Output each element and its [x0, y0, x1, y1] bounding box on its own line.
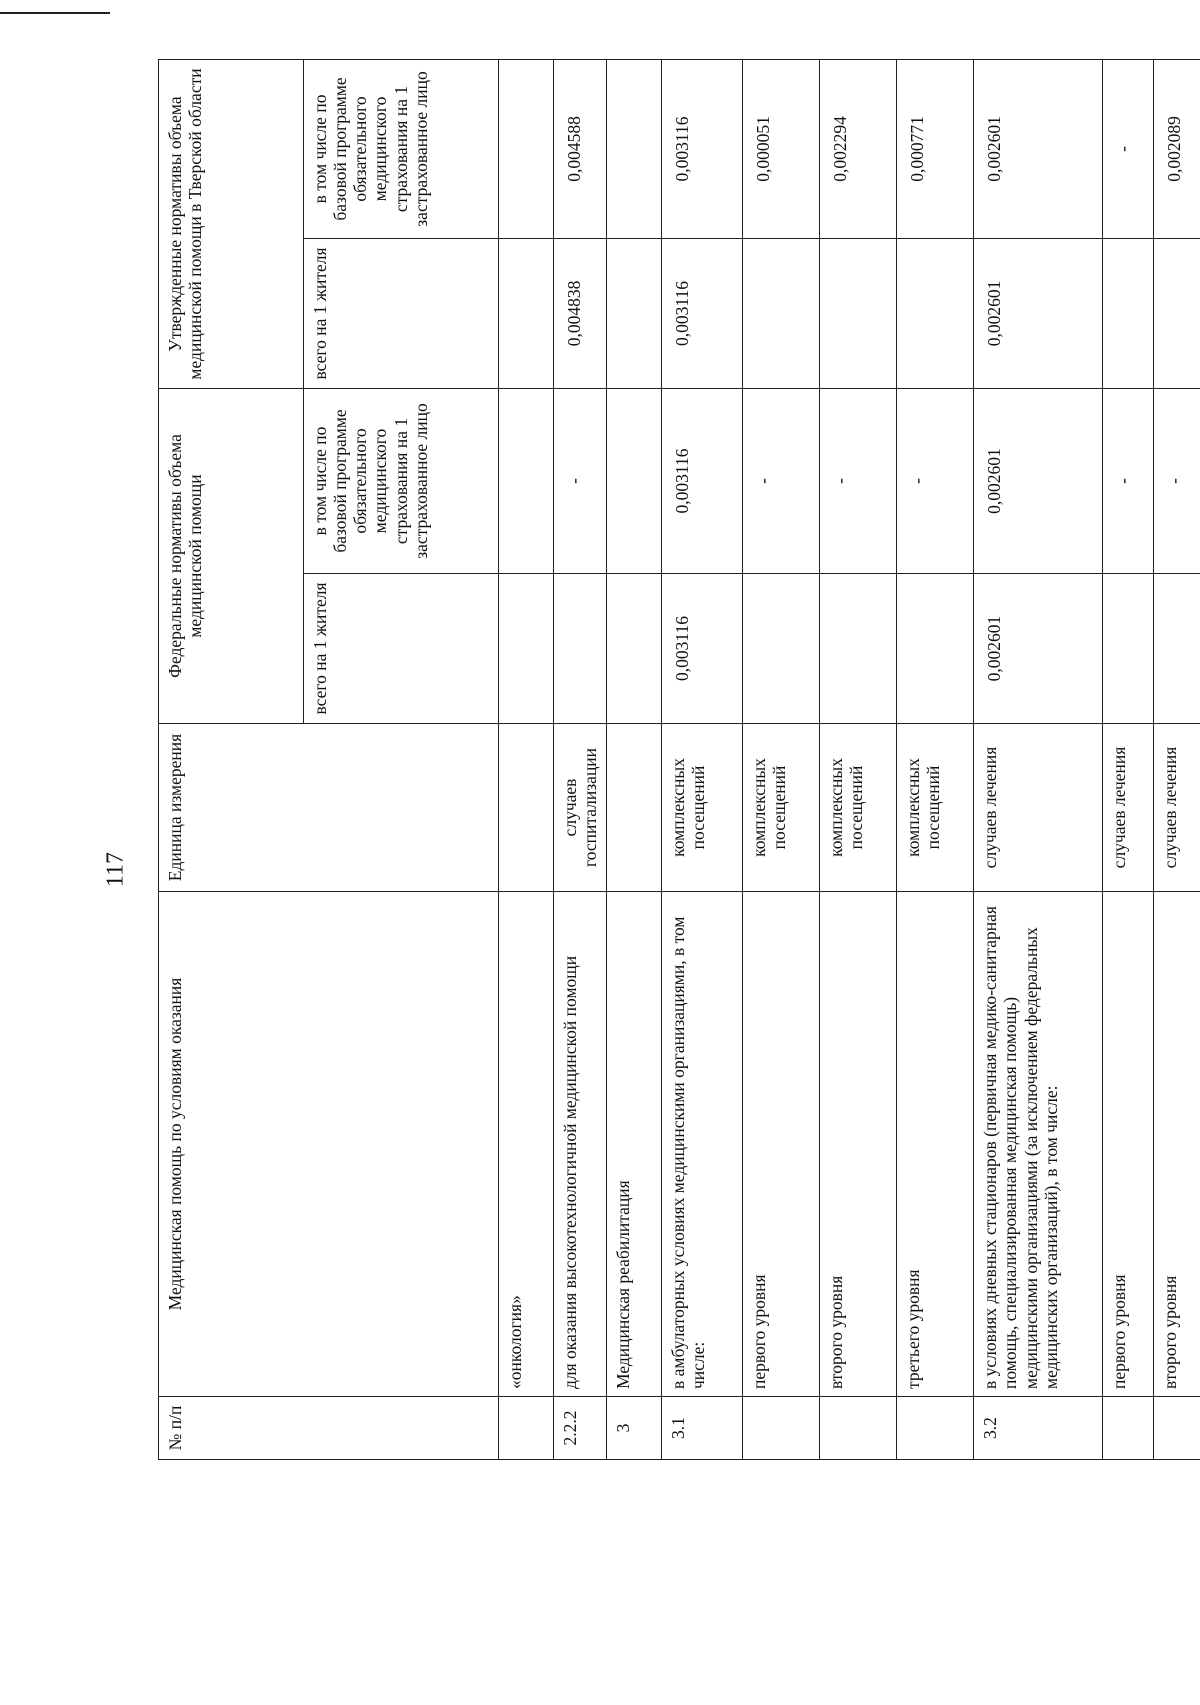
row-unit: случаев госпитализации: [554, 724, 607, 892]
row-fed-total: 0,003116: [662, 574, 743, 724]
row-num: 3: [607, 1397, 662, 1460]
row-num: [743, 1397, 820, 1460]
row-name: Медицинская реабилитация: [607, 892, 662, 1397]
row-reg-total: 0,002601: [974, 238, 1103, 388]
row-num: [897, 1397, 974, 1460]
scan-edge-line: [0, 12, 110, 14]
table-row: [662, 59, 743, 1459]
row-fed-total: [897, 574, 974, 724]
table-row: [820, 59, 897, 1459]
row-num: [499, 1397, 554, 1460]
table-row: [974, 59, 1103, 1459]
row-reg-oms: 0,002601: [974, 59, 1103, 238]
row-unit: комплексных посещений: [662, 724, 743, 892]
row-name: второго уровня: [820, 892, 897, 1397]
row-fed-total: [607, 574, 662, 724]
table-row: [1103, 59, 1154, 1459]
header-regional-norms: Утвержденные нормативы объема медицинской помощи в Тверской области: [159, 59, 304, 388]
row-reg-oms: 0,002294: [820, 59, 897, 238]
row-reg-oms: 0,003116: [662, 59, 743, 238]
row-name: в амбулаторных условиях медицинскими организациями, в том числе:: [662, 892, 743, 1397]
row-reg-total: 0,004838: [554, 238, 607, 388]
header-federal-norms: Федеральные нормативы объема медицинской помощи: [159, 388, 304, 723]
header-unit: Единица измерения: [159, 724, 499, 892]
table-row: [607, 59, 662, 1459]
row-fed-total: [743, 574, 820, 724]
table-row: [897, 59, 974, 1459]
row-reg-oms: [607, 59, 662, 238]
table-row: [554, 59, 607, 1459]
row-reg-oms: 0,000051: [743, 59, 820, 238]
norms-table: [158, 59, 1200, 1460]
row-fed-oms: -: [1154, 388, 1200, 573]
table-row: [1154, 59, 1200, 1459]
row-reg-total: [820, 238, 897, 388]
row-fed-oms: -: [743, 388, 820, 573]
row-fed-oms: -: [897, 388, 974, 573]
row-reg-oms: 0,002089: [1154, 59, 1200, 238]
row-num: 3.1: [662, 1397, 743, 1460]
row-reg-total: [743, 238, 820, 388]
row-reg-oms: -: [1103, 59, 1154, 238]
row-reg-oms: [499, 59, 554, 238]
row-fed-oms: 0,003116: [662, 388, 743, 573]
row-fed-oms: -: [1103, 388, 1154, 573]
row-unit: случаев лечения: [974, 724, 1103, 892]
row-unit: комплексных посещений: [820, 724, 897, 892]
header-federal-per-insured: в том числе по базовой программе обязательного медицинского страхования на 1 застрахованное лицо: [304, 388, 499, 573]
row-num: [820, 1397, 897, 1460]
header-regional-per-insured: в том числе по базовой программе обязательного медицинского страхования на 1 застрахованное лицо: [304, 59, 499, 238]
row-num: 2.2.2: [554, 1397, 607, 1460]
row-fed-oms: -: [820, 388, 897, 573]
header-regional-per-resident: всего на 1 жителя: [304, 238, 499, 388]
row-fed-total: [499, 574, 554, 724]
header-num: № п/п: [159, 1397, 499, 1460]
table-row: [499, 59, 554, 1459]
rotated-table-container: [158, 60, 1200, 1460]
row-fed-total: [554, 574, 607, 724]
row-name: «онкология»: [499, 892, 554, 1397]
row-num: [1154, 1397, 1200, 1460]
header-federal-per-resident: всего на 1 жителя: [304, 574, 499, 724]
row-fed-oms: -: [554, 388, 607, 573]
row-unit: комплексных посещений: [743, 724, 820, 892]
row-name: третьего уровня: [897, 892, 974, 1397]
row-unit: случаев лечения: [1103, 724, 1154, 892]
row-unit: [607, 724, 662, 892]
row-reg-total: [1154, 238, 1200, 388]
row-unit: [499, 724, 554, 892]
row-fed-oms: 0,002601: [974, 388, 1103, 573]
row-num: [1103, 1397, 1154, 1460]
row-reg-total: [897, 238, 974, 388]
row-fed-oms: [607, 388, 662, 573]
row-name: первого уровня: [743, 892, 820, 1397]
row-reg-oms: 0,004588: [554, 59, 607, 238]
row-reg-total: [499, 238, 554, 388]
row-fed-total: [820, 574, 897, 724]
row-fed-total: 0,002601: [974, 574, 1103, 724]
row-fed-oms: [499, 388, 554, 573]
row-unit: случаев лечения: [1154, 724, 1200, 892]
row-reg-total: [1103, 238, 1154, 388]
row-reg-oms: 0,000771: [897, 59, 974, 238]
row-fed-total: [1103, 574, 1154, 724]
row-name: второго уровня: [1154, 892, 1200, 1397]
row-name: первого уровня: [1103, 892, 1154, 1397]
table-row: [743, 59, 820, 1459]
row-unit: комплексных посещений: [897, 724, 974, 892]
row-name: в условиях дневных стационаров (первичная медико-санитарная помощь, специализированная медицинская помощь) медицинскими организациями (за исключением федеральных медицинских организаций), в том числе:: [974, 892, 1103, 1397]
page-number: 117: [102, 851, 129, 888]
header-condition: Медицинская помощь по условиям оказания: [159, 892, 499, 1397]
row-reg-total: 0,003116: [662, 238, 743, 388]
row-num: 3.2: [974, 1397, 1103, 1460]
row-reg-total: [607, 238, 662, 388]
row-name: для оказания высокотехнологичной медицинской помощи: [554, 892, 607, 1397]
row-fed-total: [1154, 574, 1200, 724]
